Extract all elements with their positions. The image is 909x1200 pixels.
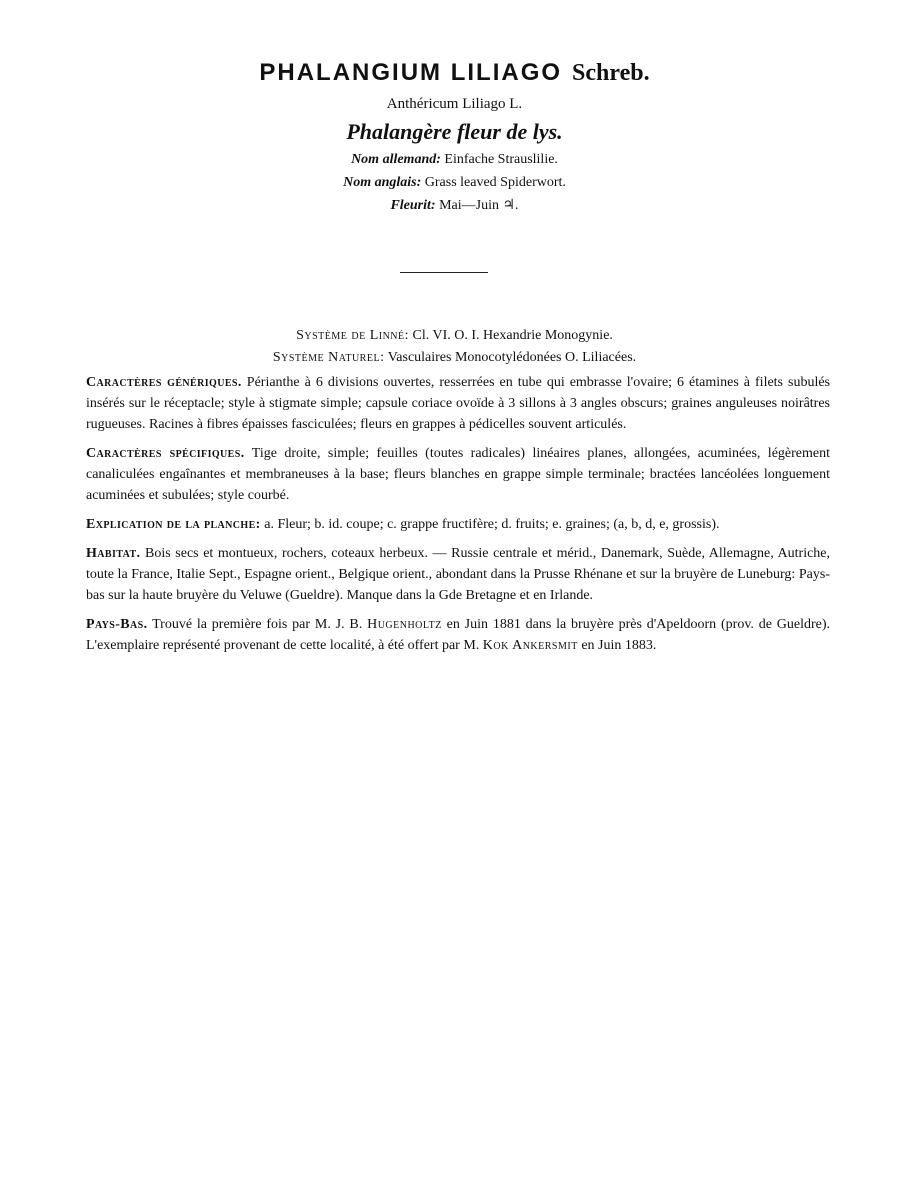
generic-characters-heading: Caractères génériques. bbox=[86, 375, 242, 390]
netherlands-paragraph bbox=[86, 614, 830, 656]
divider-rule bbox=[400, 272, 488, 273]
habitat-paragraph bbox=[86, 543, 830, 606]
english-name-line bbox=[0, 171, 909, 194]
header bbox=[0, 56, 909, 217]
specific-characters-heading: Caractères spécifiques. bbox=[86, 446, 245, 461]
flowering-line bbox=[0, 194, 909, 217]
german-name-line bbox=[0, 148, 909, 171]
english-name: Grass leaved Spiderwort. bbox=[424, 175, 566, 190]
english-label: Nom anglais: bbox=[343, 175, 422, 190]
german-label: Nom allemand: bbox=[351, 152, 441, 167]
collector-name: Hugenholtz bbox=[367, 617, 442, 632]
plate-explanation-text: a. Fleur; b. id. coupe; c. grappe fructifère; d. fruits; e. graines; (a, b, d, e, grossis). bbox=[264, 517, 720, 532]
habitat-heading: Habitat. bbox=[86, 546, 141, 561]
donor-name: Kok Ankersmit bbox=[482, 638, 578, 653]
linne-system-line bbox=[0, 325, 909, 347]
species-title-line bbox=[0, 56, 909, 90]
classification-systems bbox=[0, 325, 909, 369]
habitat-text: Bois secs et montueux, rochers, coteaux herbeux. — Russie centrale et mérid., Danemark, Suède, Allemagne, Autriche, toute la France, Italie Sept., Espagne orient., Belgique orient., abondant dans la Prusse Rhénane et sur la bruyère de Luneburg: Pays-bas sur la haute bruyère du Veluwe (Gueldre). Manque dans la Gde Bretagne et en Irlande. bbox=[86, 546, 831, 603]
linne-value: Cl. VI. O. I. Hexandrie Monogynie. bbox=[412, 328, 613, 343]
netherlands-text-1: Trouvé la première fois par M. J. B. bbox=[152, 617, 363, 632]
generic-characters-paragraph bbox=[86, 372, 830, 435]
species-title: PHALANGIUM LILIAGO bbox=[259, 59, 563, 86]
linne-label: Système de Linné: bbox=[296, 328, 410, 343]
german-name: Einfache Strauslilie. bbox=[444, 152, 558, 167]
netherlands-heading: Pays-Bas. bbox=[86, 617, 148, 632]
generic-characters-text: Périanthe à 6 divisions ouvertes, resserrées en tube qui embrasse l'ovaire; 6 étamines à filets subulés insérés sur le réceptacle; style à stigmate simple; capsule coriace ovoïde à 3 sillons à 3 angles obscurs; graines anguleuses noirâtres rugueuses. Racines à fibres épaisses fasciculées; fleurs en grappes à pédicelles souvent articulés. bbox=[86, 375, 831, 432]
specific-characters-text: Tige droite, simple; feuilles (toutes radicales) linéaires planes, allongées, acuminées, légèrement canaliculées engaînantes et membraneuses à la base; fleurs blanches en grappe simple terminale; bractées lancéolées longuement acuminées et subulées; style courbé. bbox=[86, 446, 830, 503]
plate-explanation-paragraph bbox=[86, 514, 830, 535]
description-body bbox=[86, 372, 830, 664]
netherlands-text-3: en Juin 1883. bbox=[581, 638, 657, 653]
natural-value: Vasculaires Monocotylédonées O. Liliacées. bbox=[387, 350, 637, 365]
species-author: Schreb. bbox=[572, 60, 650, 86]
synonym: Anthéricum Liliago L. bbox=[386, 96, 523, 112]
natural-system-line bbox=[0, 347, 909, 369]
french-name: Phalangère fleur de lys. bbox=[346, 119, 563, 144]
specific-characters-paragraph bbox=[86, 443, 830, 506]
netherlands-text-2: en Juin 1881 dans la bruyère près d'Apeldoorn (prov. de Gueldre). L'exemplaire représenté provenant de cette localité, à été offert par M. bbox=[86, 617, 831, 653]
plate-explanation-heading: Explication de la planche: bbox=[86, 517, 261, 532]
flowering-value: Mai—Juin ♃. bbox=[439, 198, 519, 213]
natural-label: Système Naturel: bbox=[272, 350, 385, 365]
flowering-label: Fleurit: bbox=[390, 198, 436, 213]
